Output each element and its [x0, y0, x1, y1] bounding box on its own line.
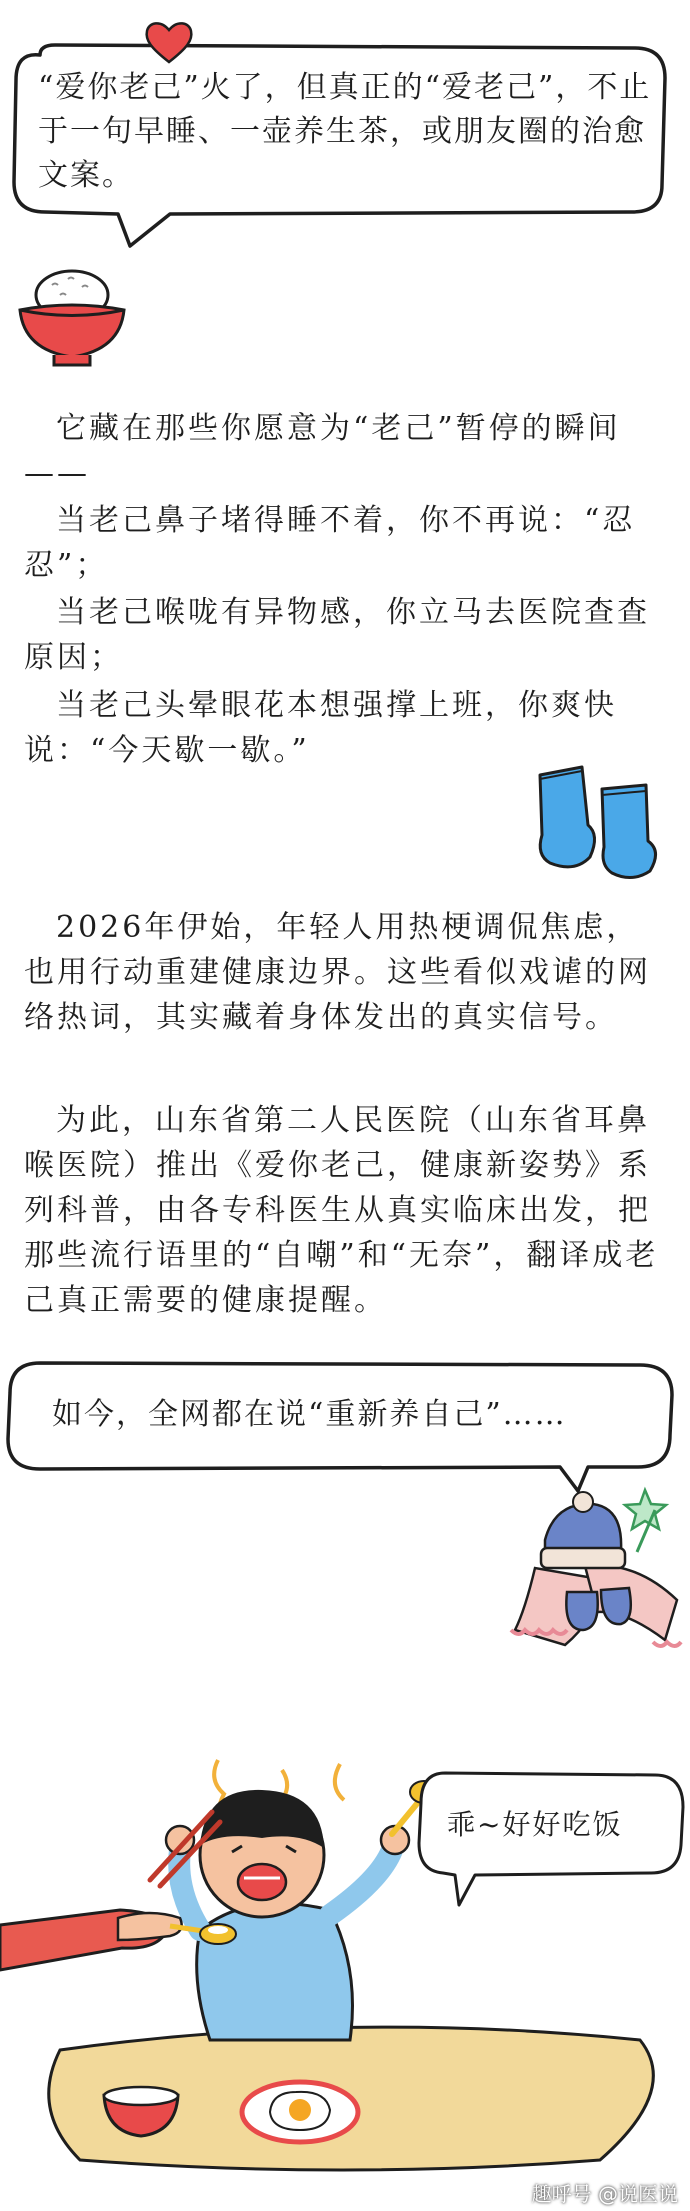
watermark: 趣呼号 @说医说 [531, 2182, 678, 2206]
paragraph-throat [24, 590, 664, 680]
self-care-bubble-text: 如今，全网都在说“重新养自己”…… [52, 1397, 567, 1432]
paragraph-hospital-text: 为此，山东省第二人民医院（山东省耳鼻喉医院）推出《爱你老己，健康新姿势》系列科普，由各专科医生从真实临床出发，把那些流行语里的“自嘲”和“无奈”，翻译成老己真正需要的健康提醒。 [24, 1103, 659, 1318]
intro-bubble-text: “爱你老己”火了，但真正的“爱老己”，不止于一句早睡、一壶养生茶，或朋友圈的治愈文案。 [38, 70, 652, 193]
socks-icon [530, 755, 690, 885]
paragraph-throat-text: 当老己喉咙有异物感，你立马去医院查查原因； [24, 595, 650, 675]
paragraph-hospital [24, 1098, 664, 1323]
feeding-bubble-text: 乖~好好吃饭 [447, 1808, 623, 1841]
paragraph-nose-text: 当老己鼻子堵得睡不着，你不再说：“忍忍”； [24, 503, 636, 583]
paragraph-nose [24, 498, 664, 588]
intro-bubble [0, 0, 690, 250]
paragraph-trend [24, 905, 664, 1040]
hat-scarf-icon [505, 1480, 690, 1660]
paragraph-moment-text: 它藏在那些你愿意为“老己”暂停的瞬间—— [24, 411, 621, 491]
heart-icon [143, 18, 195, 66]
rice-bowl-icon [12, 255, 132, 370]
paragraph-trend-text: 2026年伊始，年轻人用热梗调侃焦虑，也用行动重建健康边界。这些看似戏谑的网络热词，其实藏着身体发出的真实信号。 [24, 910, 651, 1035]
paragraph-dizzy-text: 当老己头晕眼花本想强撑上班，你爽快说：“今天歇一歇。” [24, 688, 617, 768]
feeding-bubble [415, 1765, 690, 1915]
self-care-bubble [0, 1355, 690, 1495]
paragraph-moment [24, 406, 664, 496]
